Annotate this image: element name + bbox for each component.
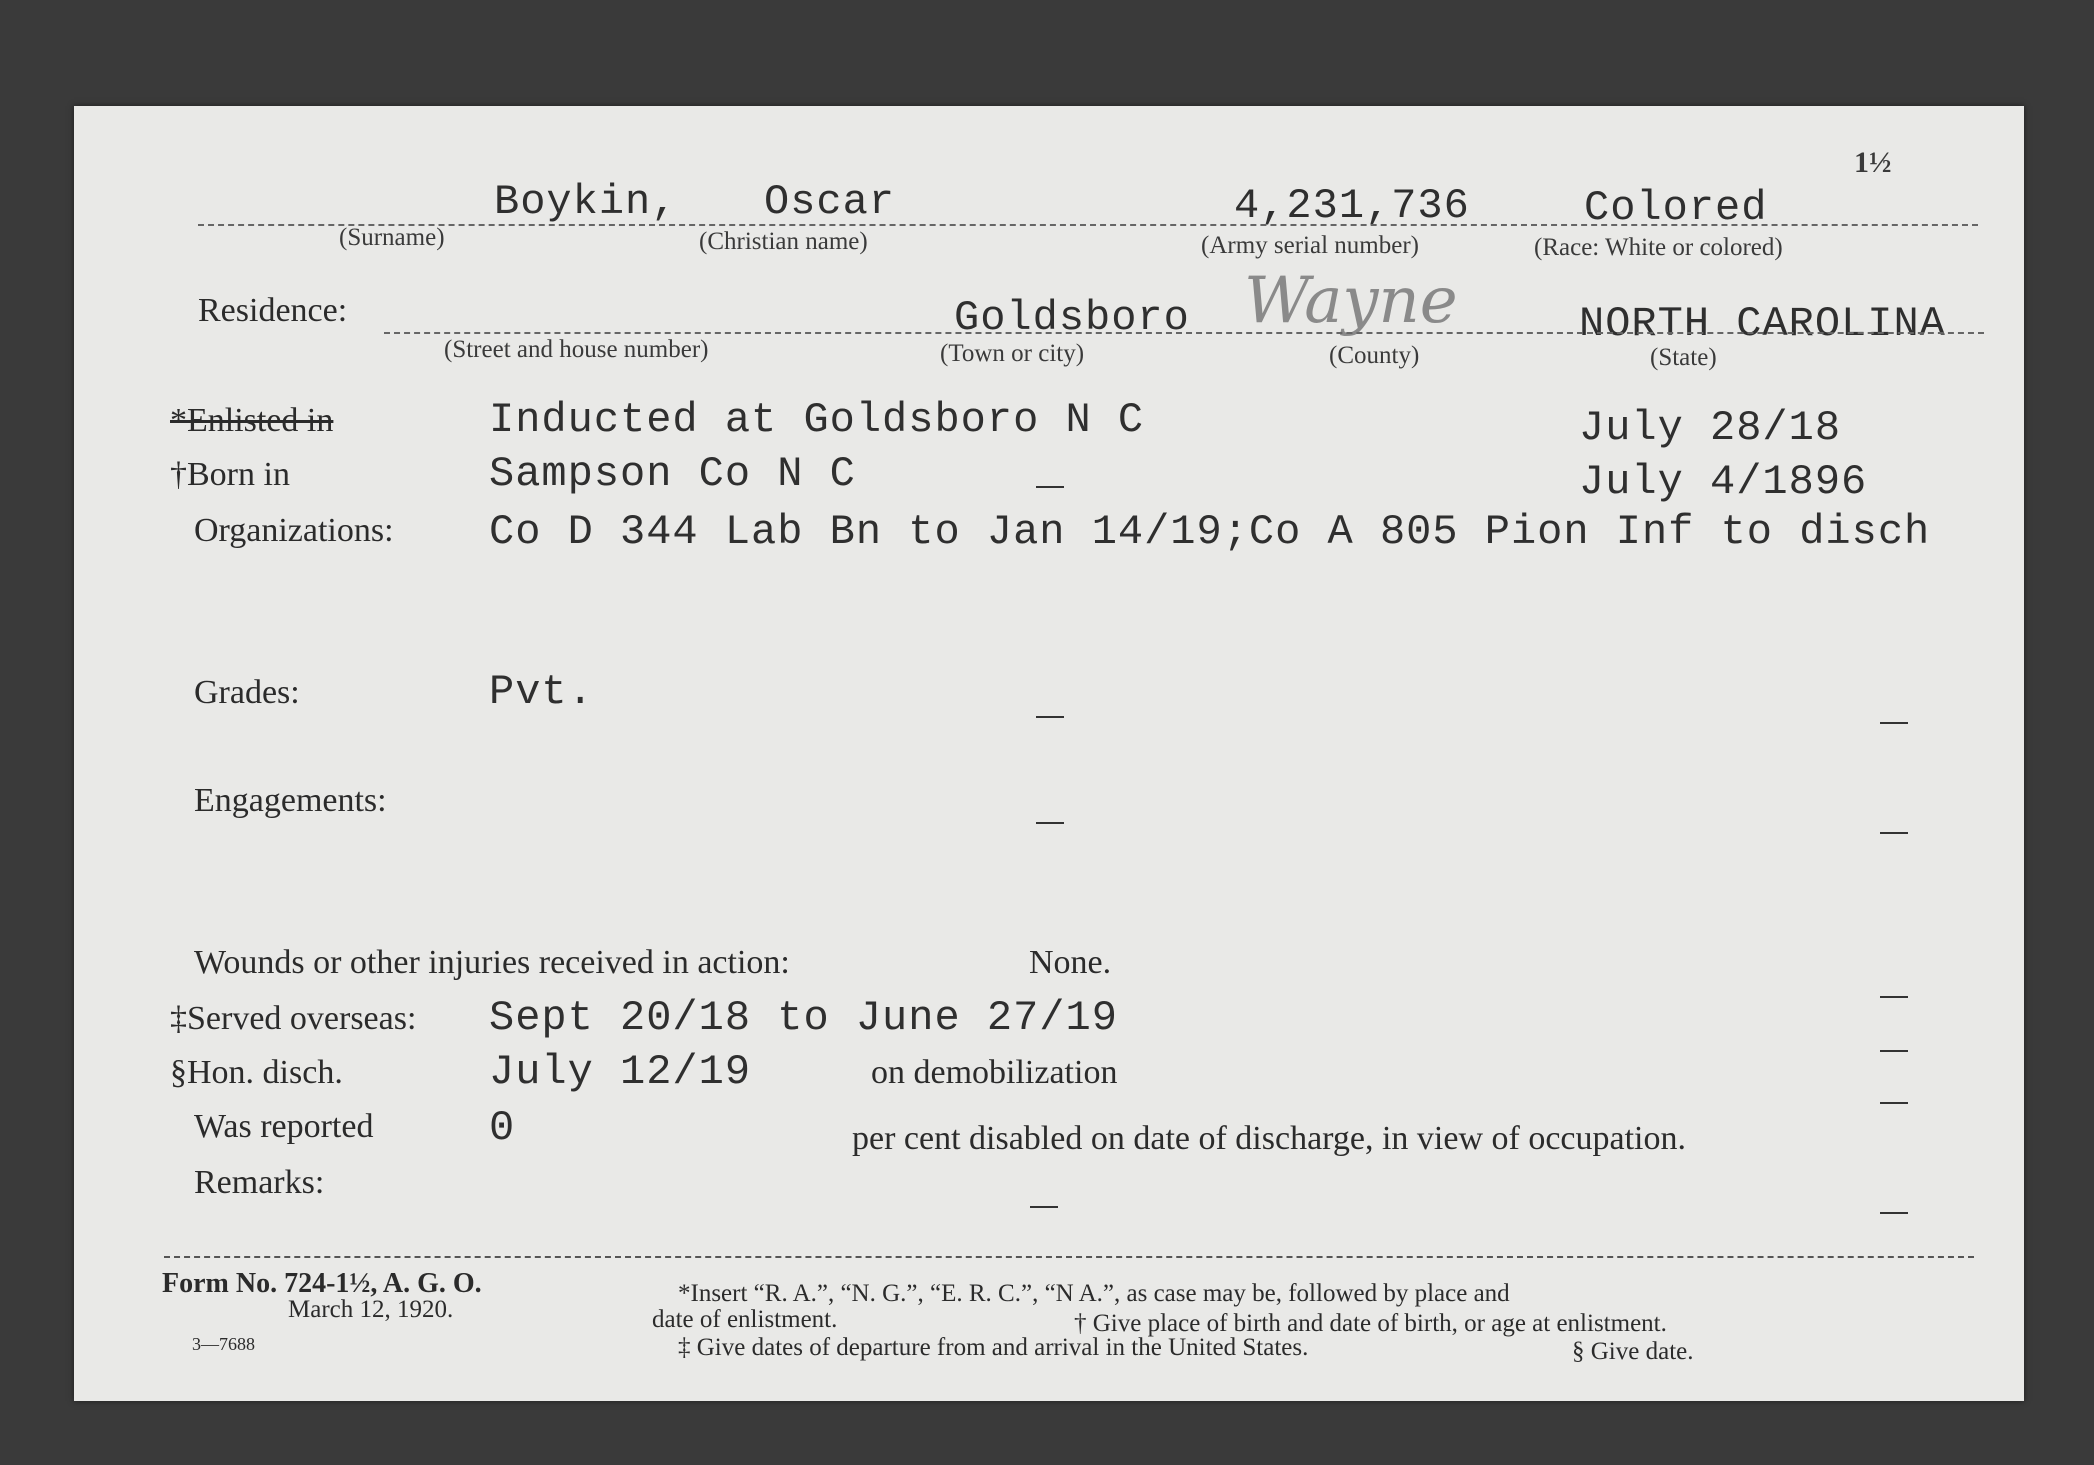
engagements-tick-mid: [1036, 822, 1064, 824]
wounds-label: Wounds or other injuries received in action:: [194, 944, 790, 981]
footnote-born: † Give place of birth and date of birth, or age at enlistment.: [1074, 1310, 1667, 1337]
overseas-tick: [1880, 996, 1908, 998]
print-code: 3—7688: [192, 1334, 255, 1354]
serial-number-value: 4,231,736: [1234, 182, 1470, 230]
christian-name-value: Oscar: [764, 178, 896, 226]
race-value: Colored: [1584, 184, 1768, 232]
engagements-tick-right: [1880, 832, 1908, 834]
county-caption: (County): [1329, 342, 1420, 369]
form-number: Form No. 724-1½, A. G. O.: [162, 1268, 482, 1299]
footnote-discharge: § Give date.: [1572, 1338, 1694, 1365]
overseas-value: Sept 20/18 to June 27/19: [489, 994, 1118, 1042]
hon-disch-label: §Hon. disch.: [170, 1054, 343, 1091]
residence-line: [384, 332, 1984, 334]
overseas-label: ‡Served overseas:: [170, 1000, 417, 1037]
form-date: March 12, 1920.: [288, 1296, 454, 1323]
born-tick: [1036, 486, 1064, 488]
footer-rule: [164, 1256, 1974, 1258]
christian-name-caption: (Christian name): [699, 228, 868, 255]
grades-label: Grades:: [194, 674, 300, 711]
remarks-label: Remarks:: [194, 1164, 325, 1201]
serial-number-caption: (Army serial number): [1201, 232, 1419, 259]
enlisted-value: Inducted at Goldsboro N C: [489, 396, 1145, 444]
grades-tick-mid: [1036, 716, 1064, 718]
name-line: [198, 224, 1978, 226]
race-caption: (Race: White or colored): [1534, 234, 1783, 261]
grades-value: Pvt.: [489, 668, 594, 716]
born-label: †Born in: [170, 456, 290, 493]
footnote-enlisted: *Insert “R. A.”, “N. G.”, “E. R. C.”, “N A.”, as case may be, followed by place and: [678, 1280, 1510, 1307]
born-value: Sampson Co N C: [489, 450, 856, 498]
residence-town-value: Goldsboro: [954, 294, 1190, 342]
service-record-card: [74, 106, 2024, 1401]
hon-disch-note: on demobilization: [871, 1054, 1118, 1091]
residence-state-value: NORTH CAROLINA: [1579, 300, 1946, 348]
fraction-mark: 1½: [1854, 146, 1892, 179]
engagements-label: Engagements:: [194, 782, 387, 819]
surname-caption: (Surname): [339, 224, 445, 251]
footnote-overseas: ‡ Give dates of departure from and arrival in the United States.: [678, 1334, 1309, 1361]
grades-tick-right: [1880, 722, 1908, 724]
residence-county-handwritten: Wayne: [1244, 264, 1458, 338]
hon-disch-value: July 12/19: [489, 1048, 752, 1096]
enlisted-label: *Enlisted in: [170, 402, 334, 439]
reported-note: per cent disabled on date of discharge, in view of occupation.: [852, 1120, 1686, 1157]
town-caption: (Town or city): [940, 340, 1085, 367]
hon-disch-tick: [1880, 1050, 1908, 1052]
surname-value: Boykin,: [494, 178, 678, 226]
organizations-label: Organizations:: [194, 512, 394, 549]
reported-label: Was reported: [194, 1108, 374, 1145]
footnote-enlisted-cont: date of enlistment.: [652, 1306, 838, 1333]
reported-tick: [1880, 1102, 1908, 1104]
remarks-tick-right: [1880, 1212, 1908, 1214]
reported-value: 0: [489, 1104, 516, 1152]
state-caption: (State): [1650, 344, 1717, 371]
wounds-value: None.: [1029, 944, 1112, 981]
organizations-value: Co D 344 Lab Bn to Jan 14/19;Co A 805 Pion Inf to disch: [489, 508, 1931, 556]
street-caption: (Street and house number): [444, 336, 709, 363]
residence-label: Residence:: [198, 292, 348, 329]
born-date: July 4/1896: [1579, 458, 1868, 506]
remarks-tick-mid: [1030, 1206, 1058, 1208]
enlisted-date: July 28/18: [1579, 404, 1842, 452]
